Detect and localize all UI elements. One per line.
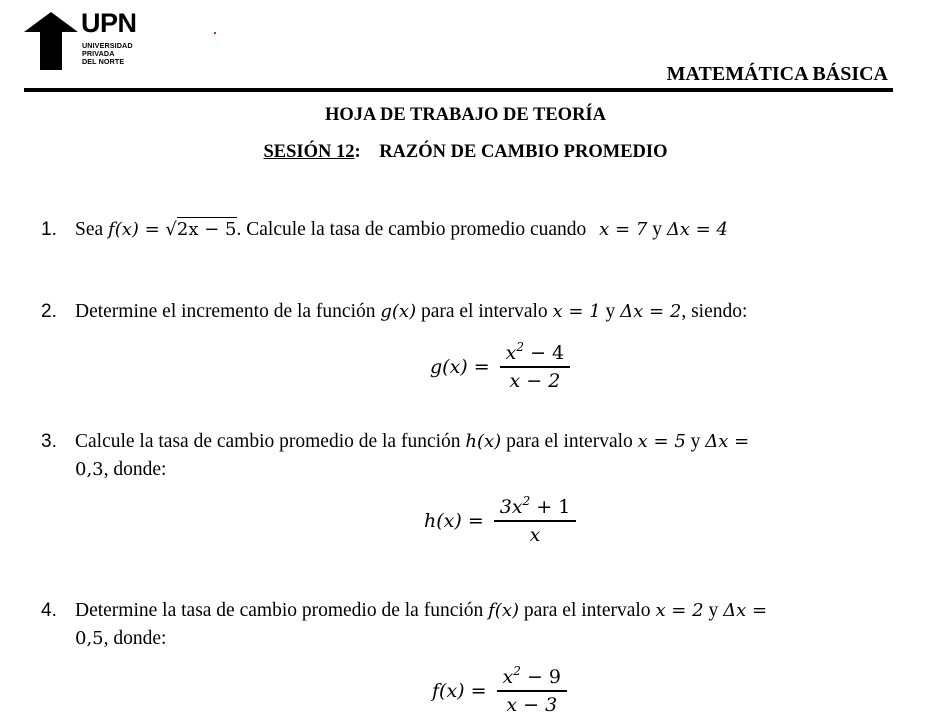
problem-4-formula-lhs: f(x) = (432, 679, 487, 702)
problem-2-function: g(x) (380, 301, 417, 322)
problem-3-number: 3. (41, 431, 57, 452)
problem-1-statement (75, 218, 728, 242)
red-dot-decoration (214, 32, 216, 34)
problem-2-formula-lhs: g(x) = (430, 355, 490, 378)
problem-3-numerator: $3x^2 + 1$ (499, 494, 571, 518)
problem-4-denominator: x − 3 (506, 693, 558, 716)
problem-4-text-b: para el intervalo (523, 600, 651, 621)
problem-4-x-value: x = 2 (655, 600, 704, 621)
logo-line-2: PRIVADA (82, 49, 115, 58)
problem-2-denominator: x − 2 (509, 369, 561, 392)
problem-1-sqrt-symbol: √ (165, 219, 177, 240)
problem-4-fraction (497, 664, 567, 718)
problem-4-y: y (708, 600, 719, 621)
problem-1-text-b: . Calcule la tasa de cambio promedio cuando (236, 219, 587, 240)
problem-4-delta-value: 0,5 (75, 628, 104, 649)
problem-1-y: y (652, 219, 662, 240)
problem-2-statement (75, 300, 747, 324)
logo-brand: UPN (81, 8, 137, 38)
problem-3-formula-lhs: h(x) = (424, 509, 484, 532)
problem-2-text-c: , siendo: (681, 301, 748, 322)
problem-1-text-a: Sea (75, 219, 104, 240)
session-colon: : (354, 142, 361, 162)
upn-arrow-icon (24, 10, 78, 72)
problem-2-numerator: $x^2 - 4$ (505, 340, 565, 364)
problem-2-y: y (605, 301, 616, 322)
problem-1-number: 1. (41, 219, 57, 240)
problem-1-function: f(x) = (108, 219, 166, 240)
problem-3-text-a: Calcule la tasa de cambio promedio de la función (75, 431, 461, 452)
problem-3-continuation (75, 458, 166, 482)
problem-4-function: f(x) (488, 600, 519, 621)
problem-3-function: h(x) (465, 431, 502, 452)
problem-4-numerator: $x^2 - 9$ (502, 664, 561, 688)
problem-3-text-b: para el intervalo (506, 431, 633, 452)
upn-logo (24, 10, 174, 72)
problem-1-x-value: x = 7 (599, 219, 648, 240)
logo-line-1: UNIVERSIDAD (82, 41, 133, 50)
problem-3-statement (75, 430, 749, 454)
problem-2-text-a: Determine el incremento de la función (75, 301, 376, 322)
problem-3-x-value: x = 5 (637, 431, 686, 452)
problem-4-text-c: , donde: (103, 628, 167, 649)
problem-2-text-b: para el intervalo (420, 301, 548, 322)
problem-3-denominator: x (529, 523, 541, 546)
problem-3-delta-value: 0,3 (75, 459, 104, 480)
problem-2-number: 2. (41, 301, 57, 322)
session-topic: RAZÓN DE CAMBIO PROMEDIO (379, 142, 668, 162)
problem-1-radicand: 2x − 5 (176, 219, 237, 240)
session-label: SESIÓN 12 (263, 142, 355, 162)
problem-2-fraction (500, 340, 570, 394)
problem-4-text-a: Determine la tasa de cambio promedio de la función (75, 600, 484, 621)
problem-2-delta: Δx = 2 (620, 301, 682, 322)
problem-1-delta: Δx = 4 (666, 219, 728, 240)
problem-3-delta: Δx = (705, 431, 750, 452)
problem-4-statement (75, 599, 767, 623)
worksheet-title: HOJA DE TRABAJO DE TEORÍA (325, 105, 606, 125)
problem-4-formula (432, 664, 567, 718)
header-rule (24, 88, 893, 92)
course-title: MATEMÁTICA BÁSICA (666, 63, 888, 85)
logo-line-3: DEL NORTE (82, 57, 125, 66)
session-title (0, 141, 931, 163)
problem-4-continuation (75, 627, 166, 651)
problem-3-fraction (494, 494, 577, 548)
problem-4-number: 4. (41, 600, 57, 621)
problem-2-x-value: x = 1 (552, 301, 601, 322)
problem-4-delta: Δx = (723, 600, 768, 621)
problem-3-y: y (690, 431, 701, 452)
problem-3-formula (424, 494, 576, 548)
problem-3-text-c: , donde: (103, 459, 167, 480)
problem-2-formula (430, 340, 570, 394)
